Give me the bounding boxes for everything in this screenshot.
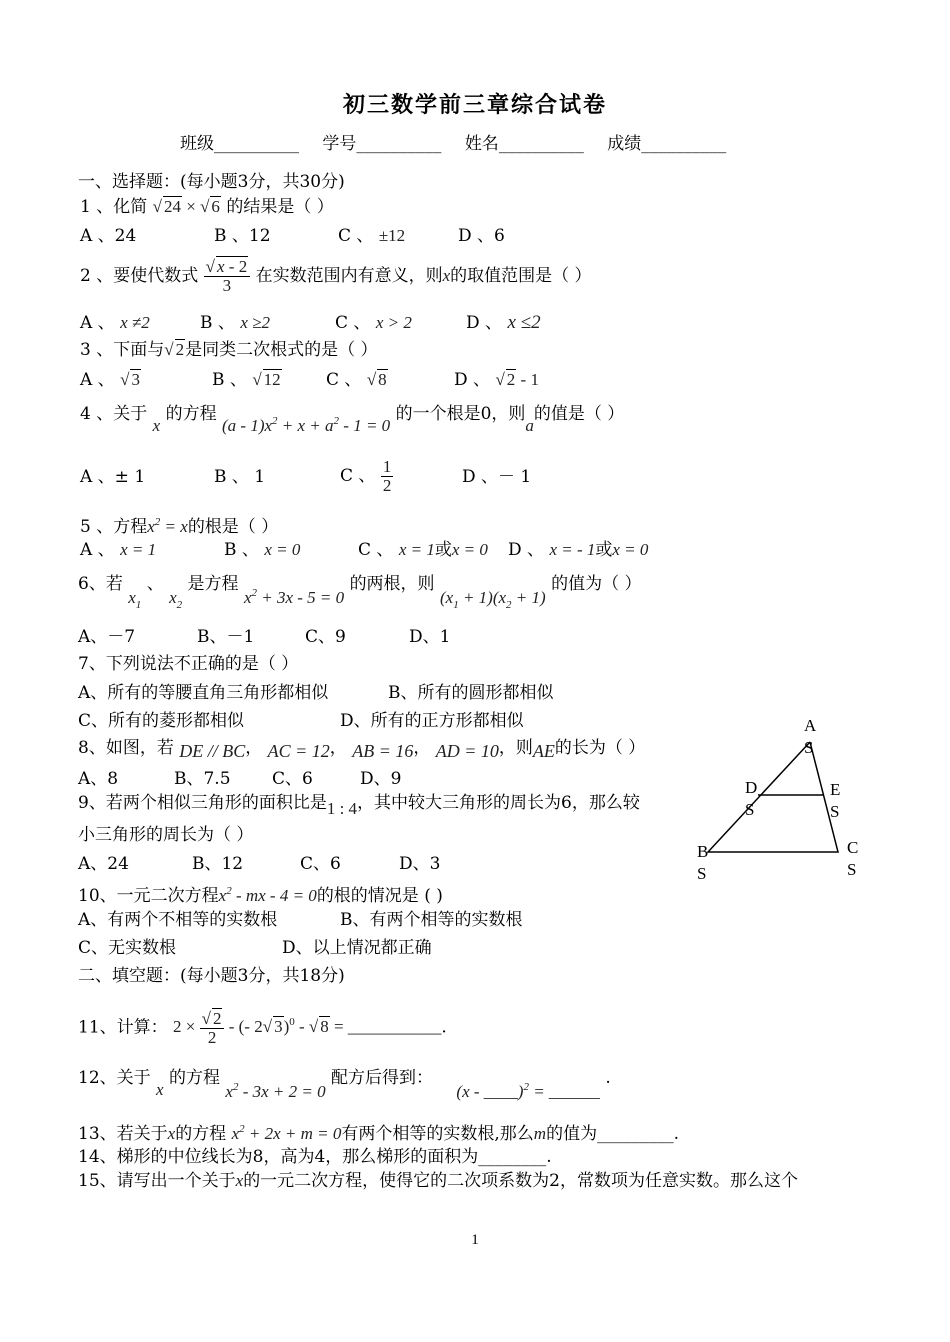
q9-option-b: B、12: [192, 854, 244, 874]
q8-option-b: B、7.5: [174, 769, 231, 789]
q2-option-a: A 、 x ≠2: [80, 313, 150, 333]
question-5: 5 、方程$x^2 = x$的根是（ ）: [80, 516, 279, 537]
q1-expression: √ 24 × √ 6: [152, 197, 220, 216]
question-2: 2 、要使代数式 $\frac{√ x - 2}{3}$ 在实数范围内有意义，则x的取值范围是（ ）: [80, 257, 592, 295]
q8-option-c: C、6: [272, 769, 313, 789]
label-d: D: [745, 778, 758, 797]
q1-option-d: D 、6: [458, 226, 505, 246]
question-10: 10、一元二次方程$x^2$ - mx - 4 = 0的根的情况是 ( ): [78, 885, 443, 906]
label-a-s: S: [804, 738, 814, 757]
q10-option-d: D、以上情况都正确: [282, 938, 432, 958]
question-9: 9、若两个相似三角形的面积比是1 : 4，其中较大三角形的周长为6，那么较: [78, 793, 640, 818]
q9-option-a: A、24: [78, 854, 129, 874]
question-1: 1 、化简 √ 24 × √ 6 的结果是（ ）: [80, 197, 334, 217]
q4-option-c: C 、 $\frac{1}{2}$: [340, 457, 392, 495]
q5-option-c: C 、 x = 1或x = 0: [358, 540, 488, 560]
q6-option-a: A、－7: [78, 627, 136, 647]
q3-option-d: D 、 √ 2 - 1: [454, 370, 539, 390]
q2-option-b: B 、 x ≥2: [200, 313, 270, 333]
q6-equation: $x^2 + 3x - 5 = 0$: [243, 587, 345, 607]
section-fill-heading: 二、填空题：(每小题3分，共18分): [78, 966, 345, 986]
q8-option-a: A、8: [78, 769, 119, 789]
q7-option-d: D、所有的正方形都相似: [340, 711, 524, 731]
q6-option-d: D、1: [409, 627, 451, 647]
q4-option-b: B 、 1: [214, 467, 266, 487]
section-choice-heading: 一、选择题：(每小题3分，共30分): [78, 172, 345, 192]
question-7: 7、下列说法不正确的是（ ）: [78, 654, 299, 674]
label-c: C: [847, 838, 859, 857]
q11-expression: 2 × $\frac{√ 2}{2}$ - (- 2√ 3)$^0$ - √ 8 =: [173, 1009, 348, 1047]
q5-option-a: A 、 x = 1: [80, 540, 157, 560]
q10-option-a: A、有两个不相等的实数根: [78, 910, 278, 930]
question-6: 6、若 $x_1$ 、 $x_2$ 是方程 $x^2 + 3x - 5 = 0$ 的两根，则 $(x_1 + 1)(x_2 + 1)$ 的值为（ ）: [78, 574, 642, 611]
q4-equation: $(a - 1)x^2 + x + a^2 - 1 = 0$: [222, 415, 391, 435]
class-label: 班级: [180, 134, 214, 154]
q10-option-b: B、有两个相等的实数根: [340, 910, 523, 930]
question-4: 4 、关于 x 的方程 $(a - 1)x^2 + x + a^2 - 1 = 0$ 的一个根是0，则a的值是（ ）: [80, 404, 625, 435]
q3-option-c: C 、 √ 8: [326, 370, 387, 390]
q1-option-a: A 、24: [80, 226, 137, 246]
q8-option-d: D、9: [360, 769, 402, 789]
q7-option-b: B、所有的圆形都相似: [388, 683, 554, 703]
label-e: E: [830, 780, 841, 799]
label-d-s: S: [745, 800, 755, 819]
question-11: 11、计算： 2 × $\frac{√ 2}{2}$ - (- 2√ 3)$^0$ - √ 8 = ___________.: [78, 1009, 447, 1047]
q7-option-a: A、所有的等腰直角三角形都相似: [78, 683, 329, 703]
name-label: 姓名: [464, 134, 499, 154]
q12-answer-form: (x - ____)$^2$ = ______: [456, 1081, 600, 1101]
page-number: 1: [471, 1232, 479, 1248]
q5-option-b: B 、 x = 0: [224, 540, 301, 560]
q4-option-d: D 、－ 1: [462, 467, 532, 487]
number-label: 学号: [322, 134, 357, 154]
q10-option-c: C、无实数根: [78, 938, 177, 958]
q6-option-c: C、9: [305, 627, 346, 647]
label-b-s: S: [697, 864, 707, 883]
triangle-abc: [708, 742, 841, 852]
label-e-s: S: [830, 802, 840, 821]
q1-option-c: C 、 ±12: [338, 226, 406, 246]
question-8: 8、如图，若 DE // BC， AC = 12， AB = 16， AD = 10，则AE的长为（ ）: [78, 738, 646, 761]
q2-fraction: $\frac{√ x - 2}{3}$: [204, 258, 251, 295]
triangle-figure: [700, 740, 850, 860]
score-label: 成绩: [607, 134, 642, 154]
q4-option-a: A 、± 1: [80, 467, 146, 487]
page-title: 初三数学前三章综合试卷: [342, 92, 607, 118]
question-13: 13、若关于x的方程 $x^2 + 2x + m = 0$有两个相等的实数根,那么m的值为_________.: [78, 1123, 679, 1144]
q1-option-b: B 、12: [214, 226, 271, 246]
question-9-continued: 小三角形的周长为（ ）: [78, 825, 254, 845]
label-b: B: [697, 842, 709, 861]
q7-option-c: C、所有的菱形都相似: [78, 711, 245, 731]
q6-option-b: B、－1: [197, 627, 255, 647]
question-14: 14、梯形的中位线长为8，高为4，那么梯形的面积为________.: [78, 1147, 552, 1167]
question-15: 15、请写出一个关于x的一元二次方程，使得它的二次项系数为2，常数项为任意实数。那么这个: [78, 1171, 799, 1191]
q9-option-d: D、3: [399, 854, 441, 874]
label-c-s: S: [847, 860, 857, 879]
question-12: 12、关于 x 的方程 $x^2 - 3x + 2 = 0$ 配方后得到： (x - ____)$^2$ = ______ .: [78, 1068, 611, 1101]
question-3: 3 、下面与√ 2是同类二次根式的是（ ）: [80, 340, 378, 360]
q9-option-c: C、6: [300, 854, 341, 874]
q5-option-d: D 、 x = - 1或x = 0: [508, 540, 649, 560]
label-a: A: [804, 716, 817, 735]
q3-option-b: B 、 √ 12: [212, 370, 281, 390]
student-info-row: 班级__________ 学号__________ 姓名__________ 成绩__________: [180, 134, 727, 154]
q3-option-a: A 、 √ 3: [80, 370, 140, 390]
q2-option-c: C 、 x > 2: [335, 313, 412, 333]
q2-option-d: D 、 x ≤2: [466, 312, 541, 333]
q6-expression: $(x_1 + 1)(x_2 + 1)$: [439, 588, 546, 611]
